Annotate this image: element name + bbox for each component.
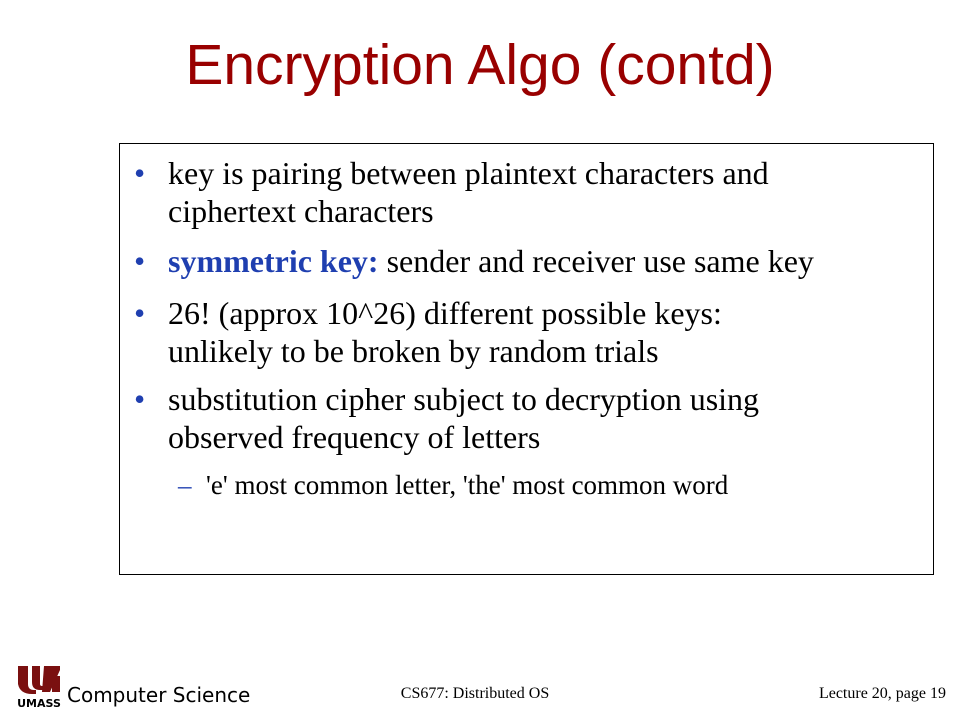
sub-bullet-text: 'e' most common letter, 'the' most common word [206,470,729,500]
content-box [119,143,934,575]
bullet-text [168,242,814,280]
page-number: Lecture 20, page 19 [818,685,946,702]
bullet-line: key is pairing between plaintext characters and [168,155,769,191]
logo-wordmark: UMASS [17,697,61,710]
department-label: Computer Science [67,683,251,707]
bullet-line: observed frequency of letters [168,419,541,455]
bullet-marker: • [134,295,146,331]
bullet-line: substitution cipher subject to decryption using [168,381,760,417]
course-label: CS677: Distributed OS [400,685,550,702]
slide-title: Encryption Algo (contd) [185,33,775,97]
umass-logo [14,662,64,710]
bullet-marker: • [134,243,146,279]
bullet-marker: • [134,155,146,191]
bullet-line: ciphertext characters [168,193,434,229]
sub-bullet-marker: – [178,470,192,500]
bullet-line: unlikely to be broken by random trials [168,333,659,369]
bullet-text [168,154,769,230]
bullet-line: sender and receiver use same key [378,243,814,279]
bullet-line: 26! (approx 10^26) different possible keys: [168,295,722,331]
bullet-marker: • [134,381,146,417]
bullet-text [168,294,722,370]
emphasis-term: symmetric key: [168,243,379,279]
bullet-text [168,380,759,456]
